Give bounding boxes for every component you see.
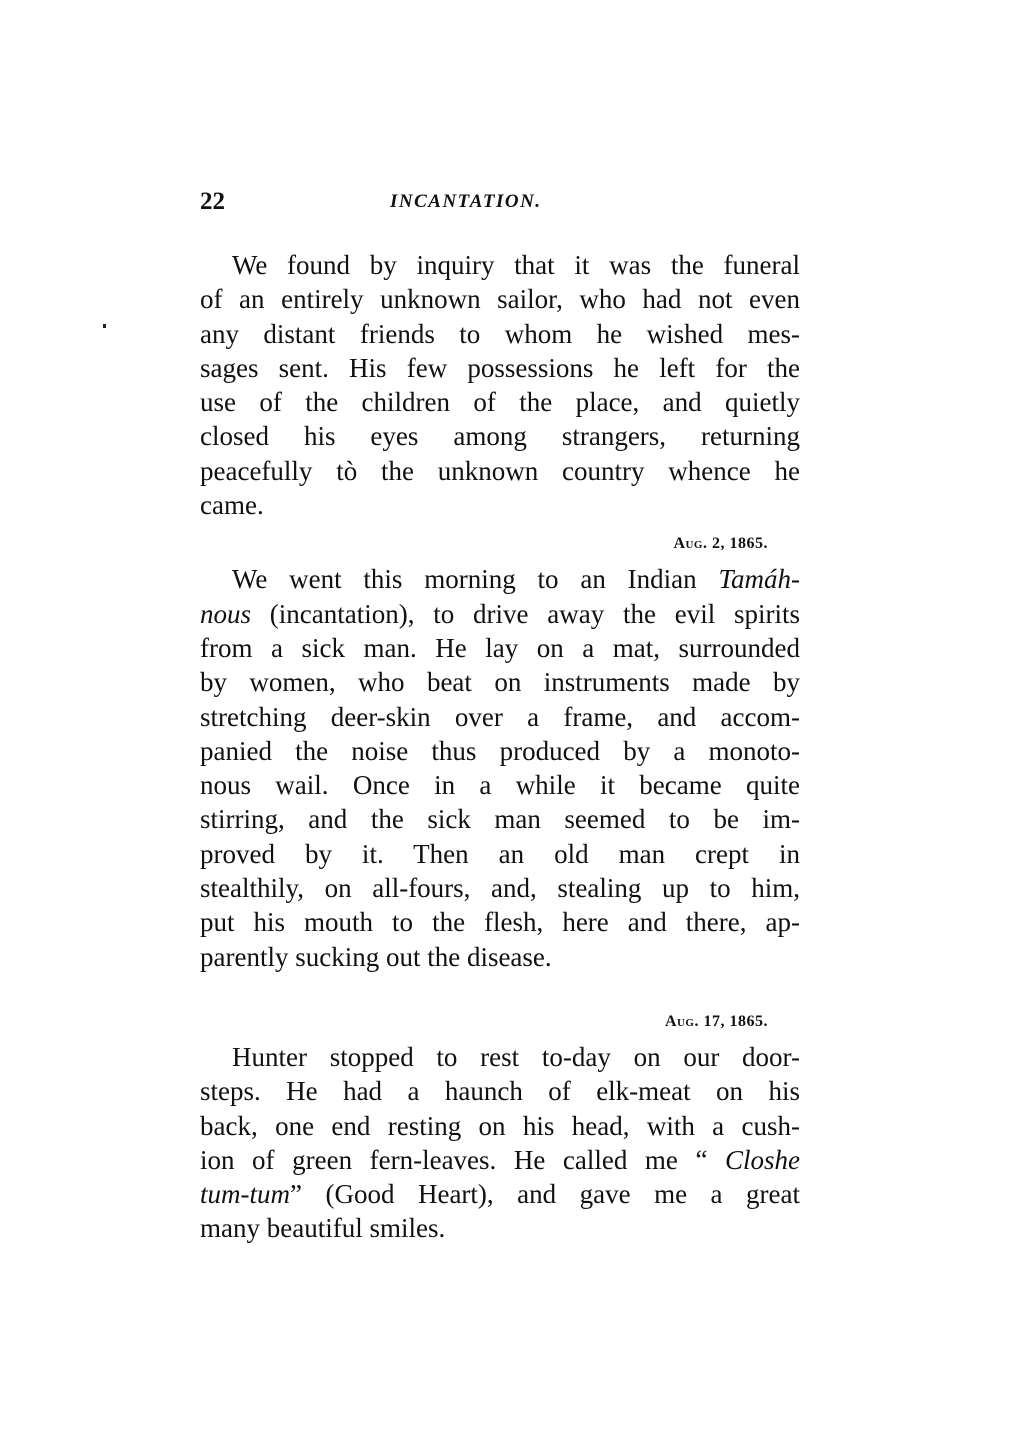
italic-word: nous — [200, 598, 252, 629]
text-line: proved by it. Then an old man crept in — [200, 838, 800, 869]
paragraph-incantation — [200, 562, 800, 974]
paragraph-hunter — [200, 1040, 800, 1246]
italic-word: Tamáh- — [718, 564, 800, 595]
text-line: We found by inquiry that it was the funeral — [232, 250, 800, 280]
text-line: of an entirely unknown sailor, who had not even — [200, 284, 800, 315]
italic-word: Closhe — [724, 1144, 800, 1175]
text-line — [200, 1177, 800, 1211]
text-line: sages sent. His few possessions he left for the — [200, 352, 800, 383]
scan-speck — [103, 324, 106, 328]
page-body — [200, 248, 800, 1246]
text-line: back, one end resting on his head, with a cush- — [200, 1110, 800, 1141]
text-span: (incantation), to drive away the evil spirits — [251, 598, 800, 629]
text-line: steps. He had a haunch of elk-meat on his — [200, 1076, 800, 1107]
text-line — [200, 597, 800, 631]
paragraph-funeral — [200, 248, 800, 522]
page-header — [200, 188, 800, 218]
text-line: stirring, and the sick man seemed to be im- — [200, 804, 800, 835]
text-line: closed his eyes among strangers, returning — [200, 421, 800, 452]
text-line: many beautiful smiles. — [200, 1213, 446, 1244]
dateline: Aug. 17, 1865. — [664, 1012, 768, 1030]
text-span: ion of green fern-leaves. He called me “ — [200, 1144, 725, 1175]
text-line: panied the noise thus produced by a monoto- — [200, 735, 800, 766]
running-head: INCANTATION. — [390, 191, 542, 212]
italic-word: tum-tum — [200, 1179, 290, 1210]
page-number: 22 — [200, 188, 225, 215]
text-line — [200, 562, 800, 596]
text-span: ” (Good Heart), and gave me a great — [290, 1179, 800, 1210]
text-span: We went this morning to an Indian — [232, 564, 719, 595]
text-line: put his mouth to the flesh, here and there, ap- — [200, 907, 800, 938]
text-line: Hunter stopped to rest to-day on our door- — [232, 1041, 800, 1072]
text-line: from a sick man. He lay on a mat, surrounded — [200, 632, 800, 663]
text-line: parently sucking out the disease. — [200, 941, 552, 972]
text-line: any distant friends to whom he wished mes- — [200, 318, 800, 349]
text-line: by women, who beat on instruments made by — [200, 667, 800, 698]
text-line: nous wail. Once in a while it became quite — [200, 770, 800, 801]
text-line: stretching deer-skin over a frame, and accom- — [200, 701, 800, 732]
text-line: came. — [200, 490, 264, 521]
text-line: use of the children of the place, and quietly — [200, 387, 800, 418]
text-line: stealthily, on all-fours, and, stealing up to him, — [200, 873, 800, 904]
text-line: peacefully tò the unknown country whence he — [200, 455, 800, 486]
dateline: Aug. 2, 1865. — [673, 535, 768, 553]
text-line — [200, 1143, 800, 1177]
